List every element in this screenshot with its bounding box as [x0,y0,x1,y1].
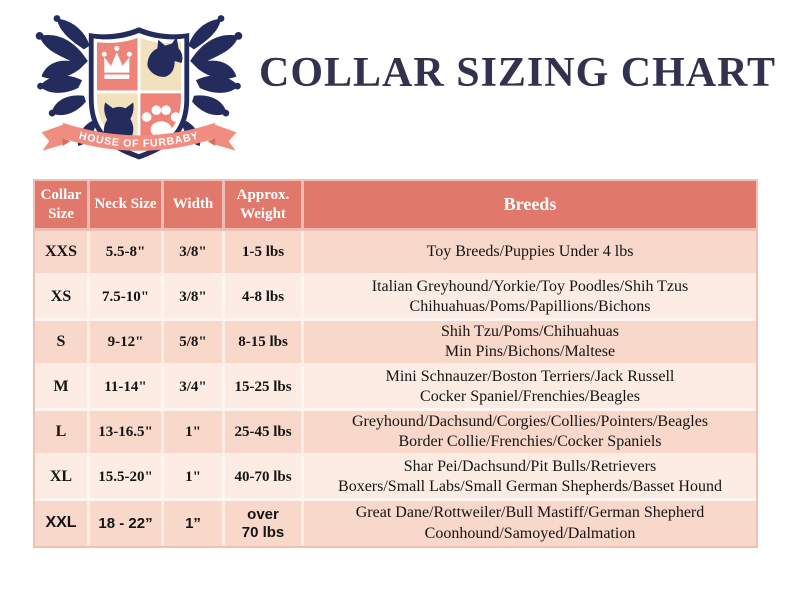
cell-line: Shar Pei/Dachsund/Pit Bulls/Retrievers [403,457,657,475]
collar-size-cell: M [35,366,90,411]
width-cell: 3/4" [164,366,225,411]
breeds-cell [304,366,756,411]
table-header-row [35,181,756,231]
collar-size-cell: L [35,411,90,456]
breeds-cell [304,456,756,501]
cell-line: Shih Tzu/Poms/Chihuahuas [441,322,619,340]
cell-line: Min Pins/Bichons/Maltese [444,343,616,360]
weight-cell [225,231,304,276]
cell-line: Coonhound/Samoyed/Dalmation [424,524,636,542]
width-cell: 1” [164,501,225,546]
breeds-cell [304,276,756,321]
cell-line: Toy Breeds/Puppies Under 4 lbs [426,242,634,260]
header-width: Width [164,181,225,231]
weight-cell [225,501,304,546]
header-neck-size: Neck Size [90,181,164,231]
neck-size-cell: 7.5-10" [90,276,164,321]
width-cell: 3/8" [164,276,225,321]
neck-size-cell: 13-16.5" [90,411,164,456]
cell-line: 15-25 lbs [234,378,292,395]
weight-cell [225,456,304,501]
table-row-l [35,411,756,456]
page-header [0,0,793,172]
header-breeds: Breeds [304,181,756,231]
weight-cell [225,276,304,321]
table-row-xxs [35,231,756,276]
cell-line: 25-45 lbs [234,423,292,440]
cell-line: Greyhound/Dachsund/Corgies/Collies/Pointers/Beagles [351,412,709,430]
cell-line: 8-15 lbs [238,333,288,350]
cell-line: Border Collie/Frenchies/Cocker Spaniels [398,433,662,450]
cell-line: 1-5 lbs [241,243,285,260]
cell-line: Mini Schnauzer/Boston Terriers/Jack Russell [385,367,675,385]
banner-text: HOUSE OF FURBABY [77,129,201,150]
collar-size-cell: S [35,321,90,366]
table-row-xs [35,276,756,321]
width-cell: 1" [164,411,225,456]
width-cell: 1" [164,456,225,501]
page-title: COLLAR SIZING CHART [259,49,776,96]
collar-size-cell: XL [35,456,90,501]
table-row-xl [35,456,756,501]
cell-line: Boxers/Small Labs/Small German Shepherds/Basset Hound [338,478,722,495]
breeds-cell [304,231,756,276]
collar-size-cell: XXS [35,231,90,276]
header-weight: Approx. Weight [225,181,304,231]
breeds-cell [304,321,756,366]
header-collar-size: Collar Size [35,181,90,231]
table-row-s [35,321,756,366]
cell-line: over [247,506,279,524]
cell-line: Great Dane/Rottweiler/Bull Mastiff/German Shepherd [355,504,705,522]
width-cell: 5/8" [164,321,225,366]
cell-line: 4-8 lbs [241,288,285,305]
neck-size-cell: 15.5-20" [90,456,164,501]
collar-size-cell: XXL [35,501,90,546]
cell-line: Chihuahuas/Poms/Papillions/Bichons [409,298,651,315]
collar-size-cell: XS [35,276,90,321]
weight-cell [225,411,304,456]
cell-line: 70 lbs [241,523,285,541]
neck-size-cell: 18 - 22” [90,501,164,546]
sizing-table [33,179,758,548]
breeds-cell [304,411,756,456]
weight-cell [225,321,304,366]
breeds-cell [304,501,756,546]
crest-logo-icon [28,5,250,173]
neck-size-cell: 5.5-8" [90,231,164,276]
cell-line: 40-70 lbs [234,468,292,485]
brand-logo [28,5,250,173]
width-cell: 3/8" [164,231,225,276]
table-row-xxl [35,501,756,546]
cell-line: Cocker Spaniel/Frenchies/Beagles [420,388,640,405]
weight-cell [225,366,304,411]
neck-size-cell: 11-14" [90,366,164,411]
cell-line: Italian Greyhound/Yorkie/Toy Poodles/Shih Tzus [371,277,689,295]
neck-size-cell: 9-12" [90,321,164,366]
table-row-m [35,366,756,411]
